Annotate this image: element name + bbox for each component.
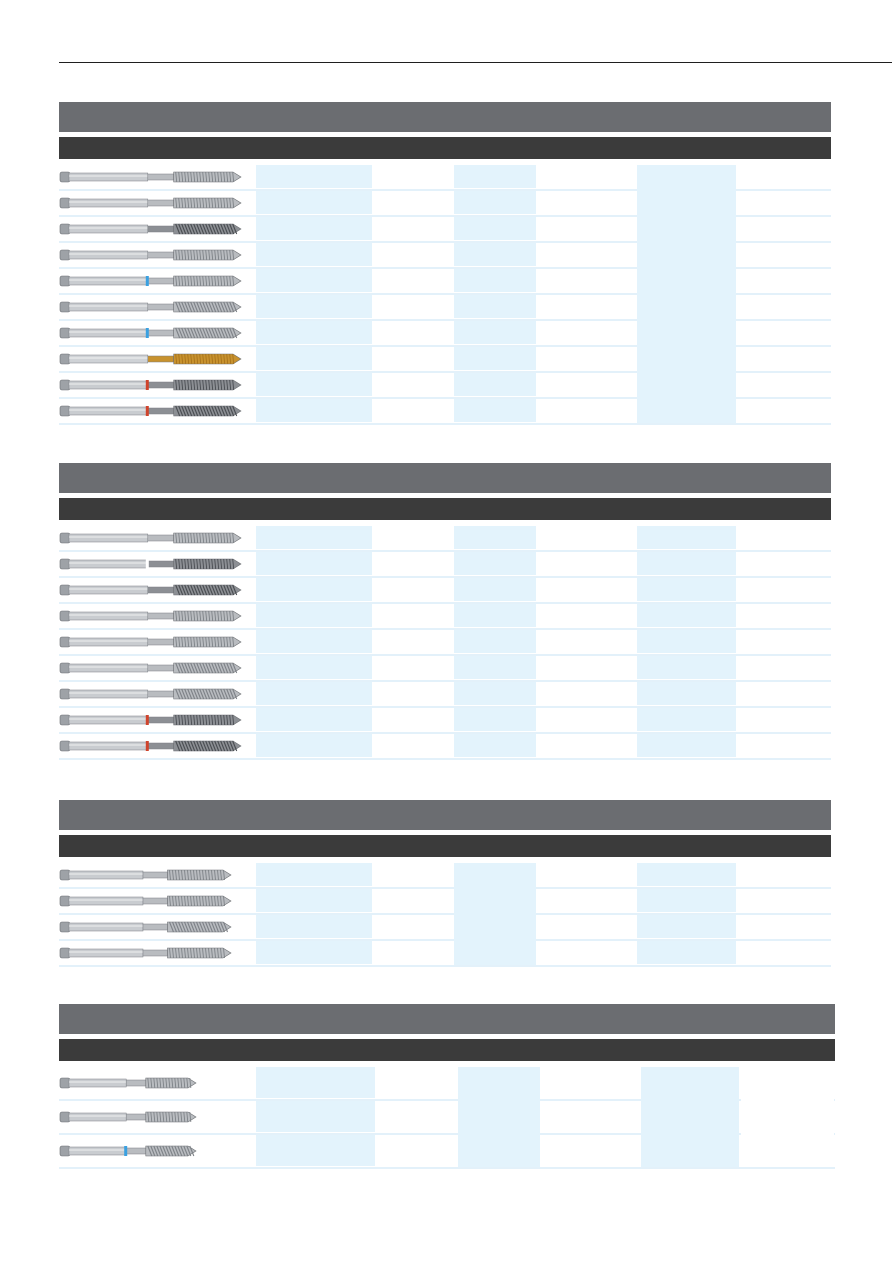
tap-color-ring — [146, 380, 149, 390]
tap-square-end — [60, 1078, 70, 1088]
table-cell — [256, 526, 372, 549]
table-cell — [538, 630, 635, 653]
table-cell — [538, 217, 635, 240]
table-cell — [538, 734, 635, 757]
tap-neck — [126, 1148, 146, 1154]
tap-neck — [148, 587, 174, 593]
table-cell — [637, 889, 736, 912]
tap-shank — [69, 871, 143, 879]
tap-shank — [69, 173, 148, 181]
table-cell — [454, 321, 536, 344]
table-cell — [538, 863, 635, 886]
tap-neck — [126, 1114, 146, 1120]
tap-shank — [69, 586, 148, 594]
table-cell — [637, 656, 736, 679]
tap-neck — [148, 382, 174, 388]
table-cell — [374, 552, 452, 575]
table-cell — [256, 915, 372, 938]
section-4 — [59, 1004, 835, 1169]
tap-shank — [69, 716, 148, 724]
table-cell — [738, 889, 830, 912]
tap-neck — [148, 226, 174, 232]
table-cell — [256, 941, 372, 964]
tap-neck — [143, 898, 168, 904]
table-cell — [538, 373, 635, 396]
table-cell — [538, 656, 635, 679]
table-cell — [374, 915, 452, 938]
table-cell — [738, 552, 830, 575]
tap-neck — [148, 408, 174, 414]
tap-thread-body — [146, 1112, 196, 1122]
table-cell — [538, 243, 635, 266]
straight-flute-tap-icon — [59, 604, 244, 628]
table-cell — [256, 578, 372, 601]
table-cell — [374, 165, 452, 188]
table-cell — [738, 630, 830, 653]
table-row — [59, 915, 831, 941]
tap-square-end — [60, 896, 70, 906]
spiral-flute-tap-icon — [59, 734, 244, 758]
table-cell — [542, 1101, 639, 1132]
spiral-flute-tap-icon — [59, 915, 234, 939]
table-cell — [738, 526, 830, 549]
tap-shank — [69, 251, 148, 259]
table-cell — [256, 347, 372, 370]
table-cell — [637, 863, 736, 886]
table-cell — [738, 578, 830, 601]
section-header-bar — [59, 800, 831, 830]
spiral-flute-tap-icon — [59, 578, 244, 602]
merged-cell — [458, 1067, 540, 1167]
table-cell — [374, 682, 452, 705]
table-cell — [374, 217, 452, 240]
table-cell — [256, 295, 372, 318]
tool-rows — [59, 863, 831, 967]
table-cell — [738, 708, 830, 731]
table-cell — [738, 243, 830, 266]
spiral-flute-tap-icon — [59, 295, 244, 319]
tap-color-ring — [146, 559, 149, 569]
spiral-point-tap-icon — [59, 708, 244, 732]
table-cell — [374, 269, 452, 292]
table-cell — [374, 734, 452, 757]
tap-square-end — [60, 1146, 70, 1156]
table-cell — [538, 682, 635, 705]
tap-neck — [148, 613, 174, 619]
table-cell — [454, 734, 536, 757]
table-cell — [256, 321, 372, 344]
table-cell — [374, 630, 452, 653]
tap-square-end — [60, 637, 70, 647]
straight-flute-tap-icon — [59, 1067, 199, 1099]
table-cell — [256, 734, 372, 757]
table-cell — [637, 941, 736, 964]
straight-flute-tap-icon — [59, 630, 244, 654]
table-row — [59, 578, 831, 604]
table-row — [59, 656, 831, 682]
tap-shank — [69, 303, 148, 311]
table-cell — [542, 1067, 639, 1098]
table-cell — [374, 941, 452, 964]
tap-shank — [69, 277, 148, 285]
tap-square-end — [60, 198, 70, 208]
table-cell — [454, 682, 536, 705]
table-row — [59, 552, 831, 578]
tap-square-end — [60, 533, 70, 543]
tap-shank — [69, 381, 148, 389]
table-cell — [256, 243, 372, 266]
tap-square-end — [60, 689, 70, 699]
tap-neck — [148, 356, 174, 362]
tap-color-ring — [146, 741, 149, 751]
table-cell — [454, 552, 536, 575]
table-cell — [538, 915, 635, 938]
merged-cell — [637, 165, 736, 423]
tap-color-ring — [146, 406, 149, 416]
table-cell — [738, 165, 830, 188]
tap-square-end — [60, 354, 70, 364]
spiral-flute-tap-icon — [59, 1135, 199, 1167]
table-cell — [256, 863, 372, 886]
tap-neck — [148, 665, 174, 671]
straight-flute-tap-icon — [59, 165, 244, 189]
tap-neck — [148, 639, 174, 645]
spiral-point-tap-icon — [59, 889, 234, 913]
tap-square-end — [60, 380, 70, 390]
table-cell — [256, 269, 372, 292]
merged-cell — [741, 1067, 834, 1167]
straight-flute-tap-icon — [59, 526, 244, 550]
tap-shank — [69, 199, 148, 207]
tin-coated-tap-icon — [59, 347, 244, 371]
table-cell — [637, 526, 736, 549]
tap-shank — [69, 534, 148, 542]
table-cell — [256, 373, 372, 396]
table-cell — [374, 656, 452, 679]
tap-square-end — [60, 406, 70, 416]
table-cell — [738, 191, 830, 214]
table-cell — [374, 708, 452, 731]
tap-shank — [69, 355, 148, 363]
tap-neck — [148, 330, 174, 336]
table-cell — [454, 656, 536, 679]
tap-square-end — [60, 276, 70, 286]
table-cell — [738, 915, 830, 938]
tap-square-end — [60, 585, 70, 595]
tap-neck — [143, 950, 168, 956]
table-cell — [637, 578, 736, 601]
table-cell — [538, 347, 635, 370]
table-cell — [738, 682, 830, 705]
tap-shank — [69, 638, 148, 646]
section-2 — [59, 463, 831, 760]
spiral-flute-tap-icon — [59, 656, 244, 680]
table-cell — [538, 708, 635, 731]
table-cell — [738, 863, 830, 886]
table-cell — [738, 604, 830, 627]
table-cell — [538, 191, 635, 214]
table-cell — [374, 604, 452, 627]
table-cell — [538, 526, 635, 549]
section-1 — [59, 102, 831, 425]
tap-shank — [69, 407, 148, 415]
table-cell — [256, 1135, 375, 1166]
table-cell — [256, 217, 372, 240]
tap-square-end — [60, 611, 70, 621]
spiral-point-tap-icon — [59, 1101, 199, 1133]
table-row — [59, 708, 831, 734]
table-cell — [454, 269, 536, 292]
table-cell — [454, 399, 536, 422]
table-cell — [454, 604, 536, 627]
merged-cell — [454, 863, 536, 965]
table-cell — [738, 217, 830, 240]
table-cell — [738, 295, 830, 318]
section-header-bar — [59, 1004, 835, 1034]
table-cell — [637, 552, 736, 575]
tap-shank — [69, 329, 148, 337]
table-cell — [374, 863, 452, 886]
table-cell — [256, 889, 372, 912]
tap-neck — [143, 924, 168, 930]
table-cell — [256, 656, 372, 679]
tap-square-end — [60, 741, 70, 751]
tap-square-end — [60, 663, 70, 673]
tap-neck — [148, 743, 174, 749]
table-cell — [256, 1067, 375, 1098]
table-cell — [377, 1101, 456, 1132]
table-cell — [454, 708, 536, 731]
section-subheader-bar — [59, 498, 831, 520]
tap-shank — [69, 664, 148, 672]
table-cell — [738, 734, 830, 757]
table-cell — [738, 656, 830, 679]
tap-neck — [148, 174, 174, 180]
table-cell — [374, 347, 452, 370]
table-cell — [538, 295, 635, 318]
table-cell — [637, 682, 736, 705]
tool-rows — [59, 165, 831, 425]
tap-shank — [69, 742, 148, 750]
tap-square-end — [60, 922, 70, 932]
spiral-flute-tap-icon — [59, 321, 244, 345]
tap-square-end — [60, 250, 70, 260]
straight-flute-tap-icon — [59, 941, 234, 965]
table-cell — [538, 269, 635, 292]
tap-square-end — [60, 224, 70, 234]
table-cell — [637, 734, 736, 757]
table-cell — [637, 708, 736, 731]
table-cell — [374, 526, 452, 549]
table-cell — [374, 373, 452, 396]
table-cell — [256, 399, 372, 422]
table-cell — [256, 552, 372, 575]
table-cell — [374, 321, 452, 344]
table-cell — [538, 578, 635, 601]
section-3 — [59, 800, 831, 967]
tap-square-end — [60, 559, 70, 569]
tap-neck — [148, 535, 174, 541]
straight-flute-tap-icon — [59, 863, 234, 887]
spiral-flute-tap-icon — [59, 682, 244, 706]
table-cell — [256, 1101, 375, 1132]
tap-color-ring — [146, 328, 149, 338]
tap-shank — [69, 1079, 126, 1087]
table-row — [59, 889, 831, 915]
table-cell — [454, 347, 536, 370]
tap-square-end — [60, 328, 70, 338]
tap-neck — [148, 561, 174, 567]
table-cell — [454, 578, 536, 601]
spiral-point-tap-icon — [59, 552, 244, 576]
tap-neck — [148, 304, 174, 310]
table-cell — [738, 373, 830, 396]
table-row — [59, 941, 831, 967]
section-subheader-bar — [59, 835, 831, 857]
straight-flute-tap-icon — [59, 269, 244, 293]
table-cell — [374, 578, 452, 601]
tap-neck — [148, 252, 174, 258]
section-header-bar — [59, 463, 831, 493]
table-cell — [454, 217, 536, 240]
merged-cell — [641, 1067, 739, 1167]
table-cell — [377, 1135, 456, 1166]
table-cell — [377, 1067, 456, 1098]
table-cell — [374, 399, 452, 422]
table-cell — [256, 165, 372, 188]
tap-square-end — [60, 870, 70, 880]
table-cell — [256, 682, 372, 705]
tap-shank — [69, 612, 148, 620]
top-rule — [59, 62, 892, 63]
table-cell — [738, 941, 830, 964]
tap-thread-body — [146, 1078, 196, 1088]
tap-shank — [69, 690, 148, 698]
tap-shank — [69, 923, 143, 931]
table-cell — [256, 191, 372, 214]
table-cell — [374, 191, 452, 214]
tap-neck — [148, 278, 174, 284]
table-cell — [454, 630, 536, 653]
table-cell — [542, 1135, 639, 1166]
table-cell — [538, 399, 635, 422]
tap-neck — [148, 717, 174, 723]
tap-neck — [143, 872, 168, 878]
table-cell — [454, 243, 536, 266]
table-cell — [256, 604, 372, 627]
tap-square-end — [60, 302, 70, 312]
table-cell — [538, 941, 635, 964]
tap-shank — [69, 225, 148, 233]
section-subheader-bar — [59, 137, 831, 159]
table-cell — [454, 295, 536, 318]
tap-shank — [69, 1113, 126, 1121]
spiral-flute-tap-icon — [59, 399, 244, 423]
tap-shank — [69, 560, 148, 568]
table-cell — [637, 915, 736, 938]
table-cell — [538, 165, 635, 188]
tap-square-end — [60, 948, 70, 958]
tap-neck — [148, 200, 174, 206]
tap-color-ring — [146, 715, 149, 725]
tap-square-end — [60, 715, 70, 725]
tap-shank — [69, 949, 143, 957]
table-row — [59, 863, 831, 889]
table-row — [59, 630, 831, 656]
tap-neck — [148, 691, 174, 697]
table-cell — [538, 604, 635, 627]
section-subheader-bar — [59, 1039, 835, 1061]
table-row — [59, 682, 831, 708]
table-cell — [538, 552, 635, 575]
table-cell — [454, 165, 536, 188]
table-row — [59, 604, 831, 630]
straight-flute-tap-icon — [59, 243, 244, 267]
spiral-point-tap-icon — [59, 191, 244, 215]
table-cell — [374, 295, 452, 318]
table-cell — [454, 373, 536, 396]
table-cell — [637, 630, 736, 653]
tap-shank — [69, 1147, 126, 1155]
table-cell — [637, 604, 736, 627]
tap-color-ring — [124, 1146, 127, 1156]
tap-square-end — [60, 1112, 70, 1122]
spiral-point-tap-icon — [59, 217, 244, 241]
tap-square-end — [60, 172, 70, 182]
tool-rows — [59, 1067, 835, 1169]
table-cell — [374, 889, 452, 912]
table-cell — [256, 708, 372, 731]
table-cell — [538, 889, 635, 912]
tool-rows — [59, 526, 831, 760]
table-cell — [538, 321, 635, 344]
table-row — [59, 734, 831, 760]
tap-neck — [126, 1080, 146, 1086]
tap-color-ring — [146, 276, 149, 286]
spiral-point-tap-icon — [59, 373, 244, 397]
table-cell — [738, 399, 830, 422]
section-header-bar — [59, 102, 831, 132]
table-cell — [374, 243, 452, 266]
table-cell — [454, 191, 536, 214]
tap-shank — [69, 897, 143, 905]
table-row — [59, 526, 831, 552]
table-cell — [738, 269, 830, 292]
table-cell — [256, 630, 372, 653]
table-cell — [738, 347, 830, 370]
table-cell — [738, 321, 830, 344]
table-cell — [454, 526, 536, 549]
